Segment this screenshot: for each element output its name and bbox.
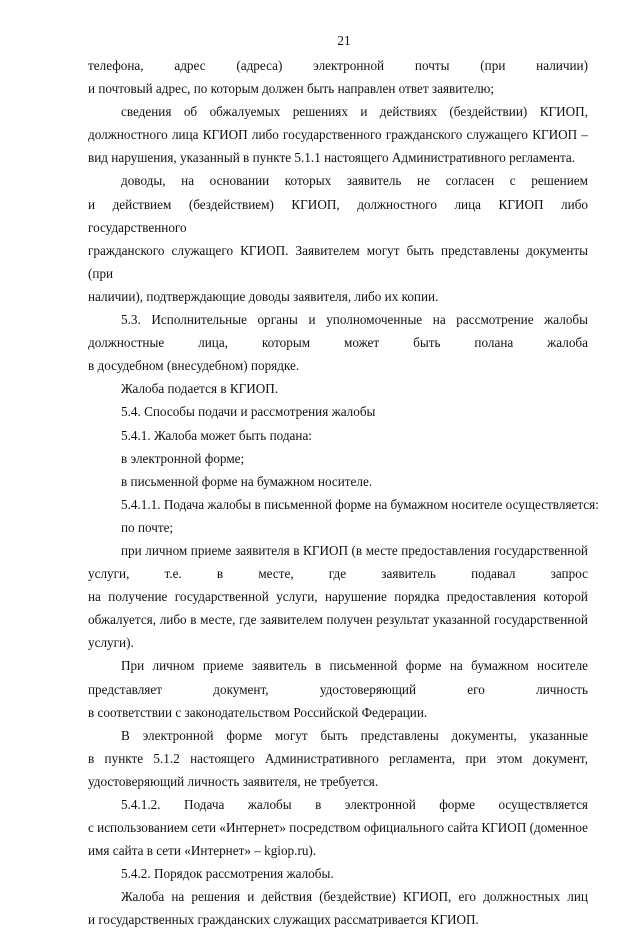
text-line: в соответствии с законодательством Российской Федерации.: [88, 704, 428, 720]
paragraph: [88, 169, 588, 308]
paragraph: [88, 654, 588, 723]
text-line: при личном приеме заявителя в КГИОП (в месте предоставления государственной: [121, 542, 588, 558]
text-line: Жалоба на решения и действия (бездействие) КГИОП, его должностных лиц: [121, 889, 588, 905]
text-line: При личном приеме заявитель в письменной форме на бумажном носителе: [121, 658, 588, 674]
paragraph: [88, 862, 588, 885]
text-line: услуги).: [88, 635, 134, 651]
text-line: должностные лица, которым может быть полана жалоба: [88, 335, 588, 351]
paragraph: [88, 493, 599, 516]
paragraph: [88, 724, 588, 793]
text-line: сведения об обжалуемых решениях и действиях (бездействии) КГИОП,: [121, 104, 588, 120]
text-line: имя сайта в сети «Интернет» – kgiop.ru).: [88, 843, 317, 859]
document-body: [88, 54, 599, 932]
text-line: 5.4. Способы подачи и рассмотрения жалобы: [121, 404, 376, 420]
text-line: Жалоба подается в КГИОП.: [121, 381, 279, 397]
text-line: представляет документ, удостоверяющий его личность: [88, 681, 588, 697]
text-line: 5.4.1.1. Подача жалобы в письменной форме на бумажном носителе осуществляется:: [121, 496, 599, 512]
paragraph: [88, 54, 588, 100]
text-line: с использованием сети «Интернет» посредством официального сайта КГИОП (доменное: [88, 820, 589, 836]
text-line: на получение государственной услуги, нарушение порядка предоставления которой: [88, 589, 588, 605]
text-line: гражданского служащего КГИОП. Заявителем могут быть представлены документы (при: [88, 242, 588, 281]
page-number: 21: [337, 33, 351, 48]
text-line: 5.3. Исполнительные органы и уполномоченные на рассмотрение жалобы: [121, 312, 588, 328]
text-line: и почтовый адрес, по которым должен быть направлен ответ заявителю;: [88, 81, 495, 97]
paragraph: [88, 470, 588, 493]
text-line: услуги, т.е. в месте, где заявитель подавал запрос: [88, 566, 588, 582]
text-line: в досудебном (внесудебном) порядке.: [88, 358, 300, 374]
paragraph: [88, 308, 588, 377]
text-line: 5.4.2. Порядок рассмотрения жалобы.: [121, 866, 334, 882]
text-line: в пункте 5.1.2 настоящего Административного регламента, при этом документ,: [88, 750, 588, 766]
text-line: наличии), подтверждающие доводы заявителя, либо их копии.: [88, 288, 439, 304]
paragraph: [88, 539, 588, 654]
paragraph: [88, 377, 588, 400]
paragraph: [88, 516, 588, 539]
text-line: 5.4.1. Жалоба может быть подана:: [121, 427, 312, 443]
paragraph: [88, 793, 588, 862]
text-line: и действием (бездействием) КГИОП, должностного лица КГИОП либо государственного: [88, 196, 588, 235]
paragraph: [88, 424, 588, 447]
text-line: 5.4.1.2. Подача жалобы в электронной форме осуществляется: [121, 797, 588, 812]
text-line: должностного лица КГИОП либо государственного гражданского служащего КГИОП –: [88, 127, 588, 143]
text-line: в электронной форме;: [121, 450, 245, 466]
paragraph: [88, 400, 588, 423]
text-line: в письменной форме на бумажном носителе.: [121, 473, 373, 489]
paragraph: [88, 100, 588, 169]
text-line: В электронной форме могут быть представлены документы, указанные: [121, 727, 588, 743]
text-line: и государственных гражданских служащих рассматривается КГИОП.: [88, 912, 479, 928]
text-line: вид нарушения, указанный в пункте 5.1.1 настоящего Административного регламента.: [88, 150, 576, 166]
text-line: телефона, адрес (адреса) электронной почты (при наличии): [88, 58, 588, 73]
text-line: обжалуется, либо в месте, где заявителем получен результат указанной государственной: [88, 612, 588, 628]
text-line: удостоверяющий личность заявителя, не требуется.: [88, 773, 379, 789]
text-line: по почте;: [121, 519, 174, 535]
paragraph: [88, 885, 588, 931]
paragraph: [88, 447, 588, 470]
text-line: доводы, на основании которых заявитель не согласен с решением: [121, 173, 588, 189]
